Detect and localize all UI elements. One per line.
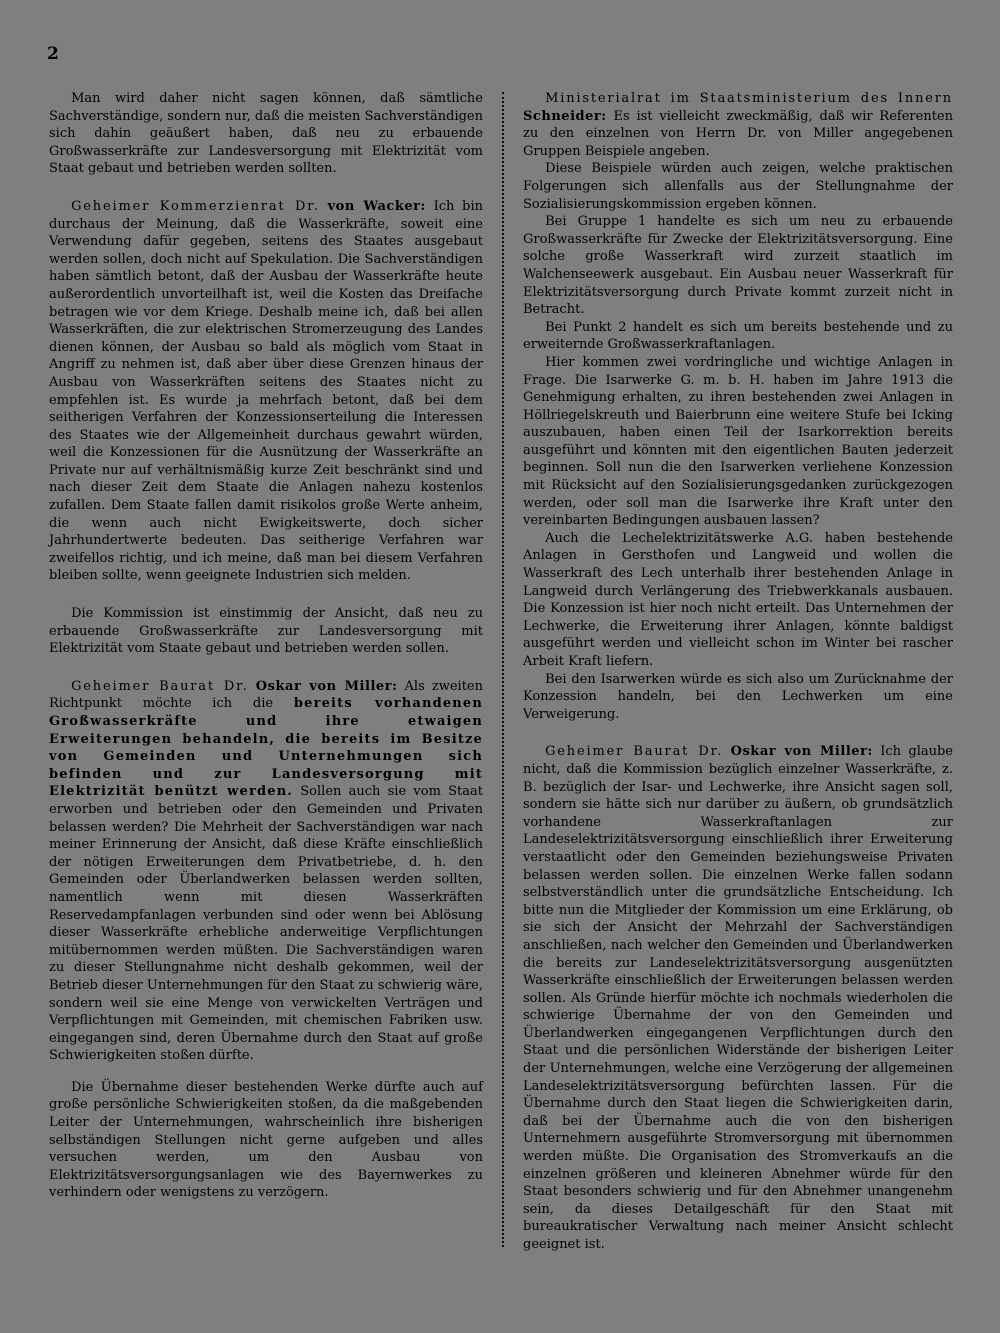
speech-text: Sollen auch sie vom Staat erworben und betrieben oder den Gemeinden und Privaten belassen werden? Die Mehrheit der Sachverständigen war nach meiner Erinnerung der Ansicht, daß diese Kräfte einschließlich der nötigen Erweiterungen dem Privatbetriebe, d. h. den Gemeinden oder Überlandwerken belassen werden sollten, namentlich wenn mit diesen Wasserkräften Reservedampfanlagen verbunden sind oder wenn bei Ablösung dieser Wasserkräfte erhebliche anderweitige Verpflichtungen mitübernommen werden müßten. Die Sachverständigen waren zu dieser Stellungnahme nicht deshalb gekommen, weil der Betrieb dieser Unternehmungen für den Staat zu schwierig wäre, sondern weil sie eine Menge von verwickelten Verträgen und Verpflichtungen mit Gemeinden, mit chemischen Fabriken usw. eingegangen sind, deren Übernahme durch den Staat auf große Schwierigkeiten stoßen dürfte.: [49, 784, 483, 1064]
paragraph: Die Kommission ist einstimmig der Ansicht, daß neu zu erbauende Großwasserkräfte zur Landesversorgung mit Elektrizität vom Staate gebaut und betrieben werden sollen.: [49, 606, 483, 657]
speaker-title: Geheimer Baurat Dr.: [71, 678, 249, 694]
paragraph: Man wird daher nicht sagen können, daß sämtliche Sachverständige, sondern nur, daß die meisten Sachverständigen sich dahin geäußert haben, daß neu zu erbauende Großwasserkräfte zur Landesversorgung mit Elektrizität vom Staat gebaut und betrieben werden sollten.: [49, 91, 483, 177]
paragraph: Bei den Isarwerken würde es sich also um Zurücknahme der Konzession handeln, bei den Lechwerken um eine Verweigerung.: [523, 671, 953, 722]
speaker-title: Geheimer Baurat Dr.: [545, 744, 724, 760]
paragraph: Die Übernahme dieser bestehenden Werke dürfte auch auf große persönliche Schwierigkeiten stoßen, da die maßgebenden Leiter der Unternehmungen, wahrscheinlich ihre bisherigen selbständigen Stellungen nicht gerne aufgeben und alles versuchen werden, um den Ausbau von Elektrizitätsversorgungsanlagen wie des Bayernwerkes zu verhindern oder wenigstens zu verzögern.: [49, 1079, 483, 1201]
speaker-paragraph: [49, 678, 483, 1065]
speaker-name: Oskar von Miller:: [730, 744, 873, 760]
speaker-title: Geheimer Kommerzienrat Dr.: [71, 198, 320, 214]
page-number: 2: [47, 44, 59, 64]
left-column: [49, 90, 483, 1202]
paragraph: Bei Gruppe 1 handelte es sich um neu zu erbauende Großwasserkräfte für Zwecke der Elektrizitätsversorgung. Eine solche große Wasserkraft wird zurzeit staatlich im Walchenseewerk ausgebaut. Ein Ausbau neuer Wasserkraft für Elektrizitätsversorgung durch Private kommt zurzeit nicht in Betracht.: [523, 214, 953, 318]
right-column: [523, 90, 953, 1254]
emphasized-text: bereits vorhandenen Großwasserkräfte und ihre etwaigen Erweiterungen behandeln, die bereits im Besitze von Gemeinden und Unternehmungen sich befinden und zur Landesversorgung mit Elektrizität benützt werden.: [49, 696, 483, 800]
paragraph: Bei Punkt 2 handelt es sich um bereits bestehende und zu erweiternde Großwasserkraftanlagen.: [523, 319, 953, 353]
speech-text: Es ist vielleicht zweckmäßig, daß wir Referenten zu den einzelnen von Herrn Dr. von Miller angegebenen Gruppen Beispiele angeben.: [523, 108, 953, 159]
paragraph: Hier kommen zwei vordringliche und wichtige Anlagen in Frage. Die Isarwerke G. m. b. H. haben im Jahre 1913 die Genehmigung erhalten, zu ihren bestehenden zwei Anlagen in Höllriegelskreuth und Baierbrunn eine weitere Stufe bei Icking auszubauen, haben einen Teil der Isarkorrektion bereits ausgeführt und könnten mit den eigentlichen Bauten jederzeit beginnen. Soll nun die den Isarwerken verliehene Konzession mit Rücksicht auf den Sozialisierungsgedanken zurückgezogen werden, oder soll man die Isarwerke ihre Kraft unter den vereinbarten Bedingungen ausbauen lassen?: [523, 354, 953, 529]
speaker-name: von Wacker:: [327, 198, 426, 214]
speaker-name: Schneider:: [523, 108, 607, 124]
speech-text: Ich glaube nicht, daß die Kommission bezüglich einzelner Wasserkräfte, z. B. bezüglich der Isar- und Lechwerke, ihre Ansicht sagen soll, sondern sie hätte sich nur darüber zu äußern, ob grundsätzlich vorhandene Wasserkraftanlagen zur Landeselektrizitätsversorgung einschließlich ihrer Erweiterung verstaatlicht oder den Gemeinden beziehungsweise Privaten belassen werden sollen. Die einzelnen Werke fallen sodann selbstverständlich unter die grundsätzliche Entscheidung. Ich bitte nun die Mitglieder der Kommission um eine Erklärung, ob sie sich der Ansicht der Mehrzahl der Sachverständigen anschließen, nach welcher den Gemeinden und Überlandwerken die bereits zur Landeselektrizitätsversorgung ausgenützten Wasserkräfte einschließlich der Erweiterungen belassen werden sollen. Als Gründe hierfür möchte ich nochmals wiederholen die schwierige Übernahme der von den Gemeinden und Überlandwerken eingegangenen Verpflichtungen durch den Staat und die persönlichen Widerstände der bisherigen Leiter der Unternehmungen, welche eine Verzögerung der allgemeinen Landeselektrizitätsversorgung befürchten lassen. Für die Übernahme durch den Staat liegen die Schwierigkeiten darin, daß bei der Übernahme auch die von den bisherigen Unternehmern ausgeführte Stromversorgung mit übernommen werden müßte. Die Organisation des Stromverkaufs an die einzelnen größeren und kleineren Abnehmer würde für den Staat besonders schwierig und für den Abnehmer unangenehm sein, da dieses Detailgeschäft für den Staat mit bureaukratischer Verwaltung nach meiner Ansicht schlecht geeignet ist.: [523, 744, 953, 1252]
speaker-name: Oskar von Miller:: [255, 678, 398, 694]
speaker-paragraph: [523, 743, 953, 1253]
paragraph: Diese Beispiele würden auch zeigen, welche praktischen Folgerungen sich allenfalls aus der Stellungnahme der Sozialisierungskommission ergeben können.: [523, 161, 953, 212]
paragraph: Auch die Lechelektrizitätswerke A.G. haben bestehende Anlagen in Gersthofen und Langweid und wollen die Wasserkraft des Lech unterhalb ihrer bestehenden Anlage in Langweid durch Verlängerung des Triebwerkkanals ausbauen. Die Konzession ist hier noch nicht erteilt. Das Unternehmen der Lechwerke, die Erweiterung ihrer Anlagen, könnte baldigst ausgeführt werden und vielleicht schon im Winter bei rascher Arbeit Kraft liefern.: [523, 530, 953, 669]
speaker-paragraph: [49, 198, 483, 585]
speaker-title: Ministerialrat im Staatsministerium des Innern: [545, 91, 953, 106]
column-divider: [502, 92, 504, 1247]
speech-text: Ich bin durchaus der Meinung, daß die Wasserkräfte, soweit eine Verwendung dafür gegeben, seitens des Staates ausgebaut werden sollen, doch nicht auf Spekulation. Die Sachverständigen haben sämtlich betont, daß der Ausbau der Wasserkräfte heute außerordentlich unvorteilhaft ist, weil die Kosten das Dreifache betragen wie vor dem Kriege. Deshalb meine ich, daß bei allen Wasserkräften, die zur elektrischen Stromerzeugung des Landes dienen können, der Ausbau so bald als möglich vom Staat in Angriff zu nehmen ist, daß aber über diese Grenzen hinaus der Ausbau von Wasserkräften seitens des Staates nicht zu empfehlen ist. Es wurde ja mehrfach betont, daß bei dem seitherigen Verfahren der Konzessionserteilung die Interessen des Staates wie der Allgemeinheit durchaus gewahrt würden, weil die Konzessionen für die Ausnützung der Wasserkräfte an Private nur auf verhältnismäßig kurze Zeit beschränkt sind und nach dieser Zeit dem Staate die Anlagen nahezu kostenlos zufallen. Dem Staate fallen damit risikolos große Werte anheim, die wenn auch nicht Ewigkeitswerte, doch sicher Jahrhundertwerte bedeuten. Das seitherige Verfahren war zweifellos richtig, und ich meine, daß man bei diesem Verfahren bleiben sollte, wenn geeignete Industrien sich melden.: [49, 198, 483, 584]
speaker-paragraph: [523, 90, 953, 160]
speech-text: Als zweiten Richtpunkt möchte ich die: [49, 678, 483, 712]
